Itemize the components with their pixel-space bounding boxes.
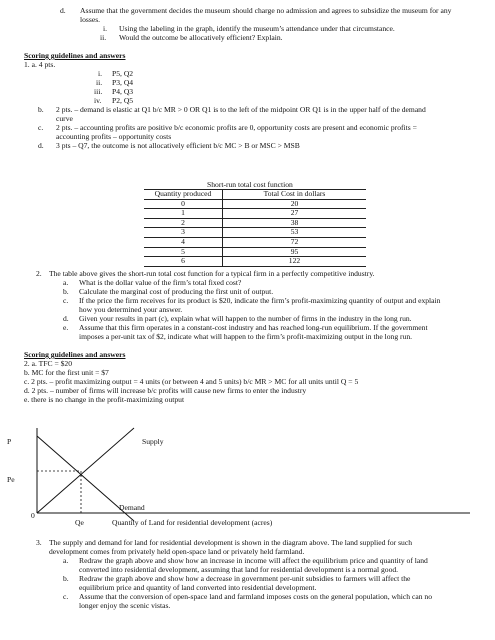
graph-price-axis-label: P [7,437,12,446]
supply-demand-graph [0,420,495,530]
scoring-heading-1: Scoring guidelines and answers [24,51,126,60]
scoring1-a-line: 1. a. 4 pts. [24,60,56,69]
scoring1-c-text: 2 pts. – accounting profits are positive b/c economic profits are 0, opportunity costs are present and economic profits = [56,123,417,132]
quantity-cell: 2 [144,218,223,228]
table-row [144,237,366,247]
q3-b-marker: b. [63,574,69,583]
cost-cell: 72 [223,237,367,247]
q3-a-marker: a. [63,556,69,565]
scoring1-c-marker: c. [38,123,44,132]
table-row [144,218,366,228]
q3-c-text: Assume that the conversion of open-space land and farmland imposes costs on the general population, which can no [79,592,433,601]
cost-table-header [144,190,366,200]
question3-intro-cont: development comes from privately held open-space land or privately held farmland. [49,547,305,556]
q2-b-marker: b. [63,287,69,296]
item-ii-marker: ii. [100,33,107,42]
scoring1-a-iv-text: P2, Q5 [112,96,134,105]
scoring2-line-e: e. there is no change in the profit-maximizing output [24,395,185,404]
quantity-cell: 1 [144,209,223,219]
q3-b-text: Redraw the graph above and show how a decrease in government per-unit subsidies to farmers will affect the [79,574,411,583]
graph-qe-label: Qe [75,518,84,527]
scoring2-line-b: b. MC for the first unit = $7 [24,368,109,377]
scoring1-a-i-marker: i. [98,69,103,78]
q2-b-text: Calculate the marginal cost of producing the first unit of output. [79,287,274,296]
scoring1-a-ii-text: P3, Q4 [112,78,134,87]
scoring1-a-i-text: P5, Q2 [112,69,134,78]
cost-cell: 95 [223,247,367,257]
item-d-marker: d. [60,6,66,15]
item-d-text-cont: losses. [80,15,101,24]
q2-c-marker: c. [63,296,69,305]
item-i-text: Using the labeling in the graph, identify the museum’s attendance under that circumstance. [119,24,395,33]
q2-e-text-cont: imposes a per-unit tax of $2, indicate what will happen to the firm’s profit-maximizing output in the long run. [79,332,413,341]
q2-e-marker: e. [63,323,69,332]
graph-x-axis-label: Quantity of Land for residential development (acres) [112,518,273,527]
q2-d-text: Given your results in part (c), explain what will happen to the number of firms in the industry in the long run. [79,314,412,323]
scoring2-line-a: 2. a. TFC = $20 [24,359,73,368]
scoring1-a-iii-text: P4, Q3 [112,87,134,96]
question3-intro: The supply and demand for land for residential development is shown in the diagram above. The land supplied for such [49,538,413,547]
cost-cell: 38 [223,218,367,228]
scoring1-a-ii-marker: ii. [96,78,103,87]
col-header-total-cost: Total Cost in dollars [223,190,367,200]
table-row [144,228,366,238]
table-row [144,257,366,267]
scoring-heading-2: Scoring guidelines and answers [24,350,126,359]
q3-a-text-cont: converted into residential development, assuming that land for residential development is a normal good. [79,565,399,574]
supply-curve [37,428,134,513]
scoring1-b-text-cont: curve [56,114,73,123]
scoring1-a-iv-marker: iv. [94,96,102,105]
q3-b-text-cont: equilibrium price and quantity of land converted into residential development. [79,583,317,592]
table-row [144,247,366,257]
scoring2-line-d: d. 2 pts. – number of firms will increase b/c profits will cause new firms to enter the industry [24,386,307,395]
q2-a-text: What is the dollar value of the firm’s total fixed cost? [79,278,242,287]
cost-cell: 53 [223,228,367,238]
quantity-cell: 6 [144,257,223,267]
q2-c-text: If the price the firm receives for its product is $20, indicate the firm’s profit-maximizing quantity of output and explain [79,296,441,305]
scoring1-d-marker: d. [38,141,44,150]
graph-supply-label: Supply [142,437,164,446]
q3-c-text-cont: longer enjoy the scenic vistas. [79,601,171,610]
item-i-marker: i. [103,24,108,33]
cost-table-title: Short-run total cost function [207,180,293,189]
table-row [144,209,366,219]
question2-intro: The table above gives the short-run total cost function for a typical firm in a perfectly competitive industry. [49,269,375,278]
quantity-cell: 3 [144,228,223,238]
q2-e-text: Assume that this firm operates in a constant-cost industry and has reached long-run equilibrium. If the government [79,323,428,332]
scoring1-d-text: 3 pts – Q7, the outcome is not allocatively efficient b/c MC > B or MSC > MSB [56,141,300,150]
graph-origin-label: 0 [31,511,35,520]
scoring1-b-text: 2 pts. – demand is elastic at Q1 b/c MR > 0 OR Q1 is to the left of the midpoint OR Q1 is in the upper half of the demand [56,105,426,114]
scoring1-b-marker: b. [38,105,44,114]
item-ii-text: Would the outcome be allocatively efficient? Explain. [119,33,283,42]
question2-number: 2. [36,269,42,278]
cost-cell: 122 [223,257,367,267]
quantity-cell: 4 [144,237,223,247]
scoring2-line-c: c. 2 pts. – profit maximizing output = 4 units (or between 4 and 5 units) b/c MR > MC for all units until Q = 5 [24,377,359,386]
table-row [144,199,366,209]
cost-cell: 20 [223,199,367,209]
quantity-cell: 0 [144,199,223,209]
cost-cell: 27 [223,209,367,219]
quantity-cell: 5 [144,247,223,257]
graph-demand-label: Demand [119,503,145,512]
col-header-quantity: Quantity produced [144,190,223,200]
q3-a-text: Redraw the graph above and show how an increase in income will affect the equilibrium price and quantity of land [79,556,428,565]
cost-table [144,189,366,267]
graph-pe-label: Pe [7,475,15,484]
q3-c-marker: c. [63,592,69,601]
item-d-text: Assume that the government decides the museum should charge no admission and agrees to subsidize the museum for any [80,6,452,15]
scoring1-c-text-cont: accounting profits – opportunity costs [56,132,172,141]
q2-a-marker: a. [63,278,69,287]
question3-number: 3. [36,538,42,547]
q2-d-marker: d. [63,314,69,323]
q2-c-text-cont: how you determined your answer. [79,305,183,314]
scoring1-a-iii-marker: iii. [94,87,103,96]
